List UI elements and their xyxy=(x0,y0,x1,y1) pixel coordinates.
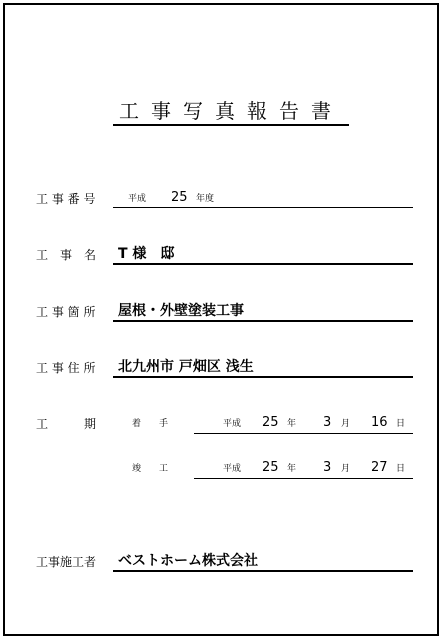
period-end-era: 平成 xyxy=(223,464,242,474)
construction-name-value: T 様 邸 xyxy=(118,246,175,262)
period-start-era: 平成 xyxy=(223,419,242,429)
period-end-day: 27 xyxy=(371,460,388,475)
period-end-month-unit: 月 xyxy=(341,464,351,474)
contractor-value: ベストホーム株式会社 xyxy=(118,553,258,569)
period-start-day: 16 xyxy=(371,415,388,430)
construction-part-value: 屋根・外壁塗装工事 xyxy=(118,303,244,319)
period-start-year: 25 xyxy=(262,415,279,430)
period-end-year: 25 xyxy=(262,460,279,475)
document-title: 工事写真報告書 xyxy=(119,99,343,123)
title-underline xyxy=(113,124,349,126)
period-start-year-unit: 年 xyxy=(287,419,297,429)
period-end-line xyxy=(194,478,413,479)
period-start-month: 3 xyxy=(323,415,332,430)
contractor-line xyxy=(113,570,413,572)
construction-name-line xyxy=(113,263,413,265)
construction-number-label: 工 事 番 号 xyxy=(36,192,96,206)
period-end-day-unit: 日 xyxy=(396,464,406,474)
construction-number-year: 25 xyxy=(171,190,188,205)
construction-address-value: 北九州市 戸畑区 浅生 xyxy=(118,359,254,375)
construction-address-label: 工 事 住 所 xyxy=(36,361,96,375)
construction-address-line xyxy=(113,376,413,378)
construction-name-label: 工 事 名 xyxy=(36,248,97,262)
period-end-month: 3 xyxy=(323,460,332,475)
construction-part-line xyxy=(113,320,413,322)
construction-number-era: 平成 xyxy=(128,194,147,204)
period-start-line xyxy=(194,433,413,434)
period-end-label: 竣 工 xyxy=(132,464,169,474)
period-start-day-unit: 日 xyxy=(396,419,406,429)
contractor-label: 工事施工者 xyxy=(36,555,97,569)
period-label: 工 期 xyxy=(36,417,97,431)
construction-number-line xyxy=(113,207,413,208)
construction-part-label: 工 事 箇 所 xyxy=(36,305,96,319)
period-end-year-unit: 年 xyxy=(287,464,297,474)
construction-number-suffix: 年度 xyxy=(196,194,215,204)
period-start-month-unit: 月 xyxy=(341,419,351,429)
period-start-label: 着 手 xyxy=(132,419,169,429)
